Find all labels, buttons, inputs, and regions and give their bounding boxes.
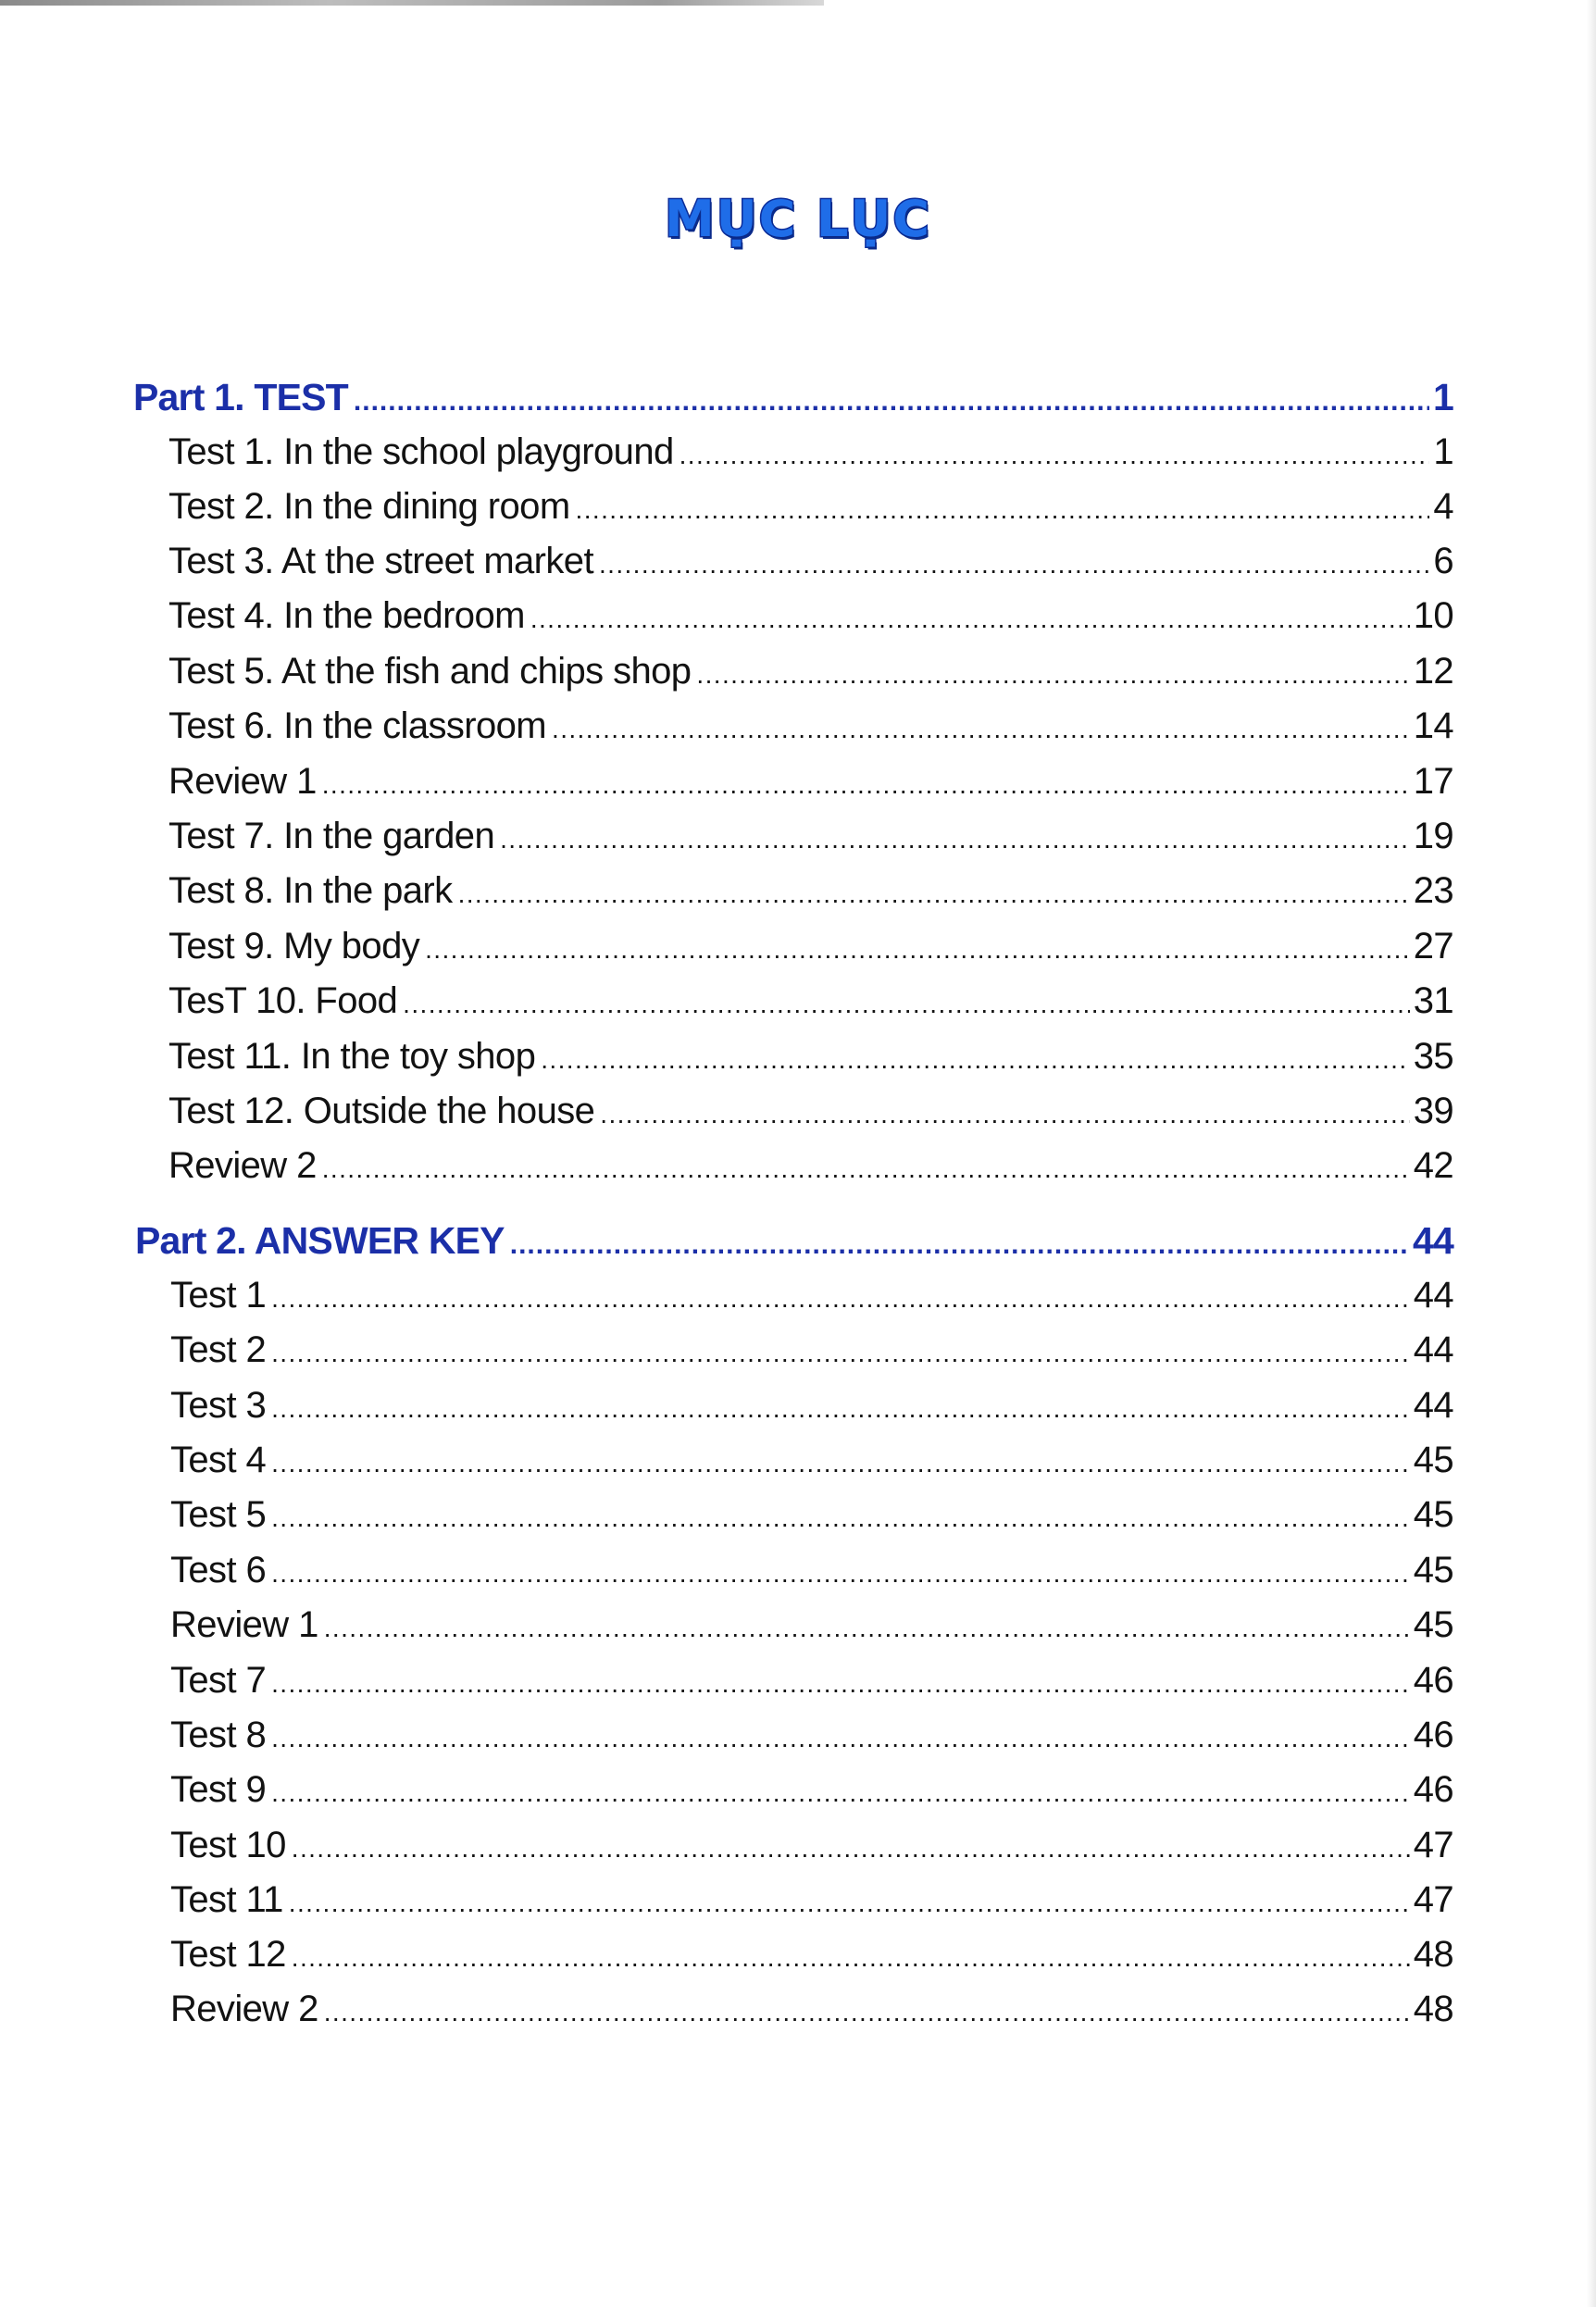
toc-entry-label: Test 3. At the street market [168, 541, 593, 581]
dot-leader [271, 1548, 1410, 1600]
toc-entry-label: Test 8 [170, 1715, 267, 1755]
toc-page-number: 45 [1413, 1494, 1453, 1535]
dot-leader [510, 1219, 1409, 1271]
toc-entry-label: Test 3 [170, 1385, 267, 1426]
toc-page-number: 47 [1413, 1879, 1453, 1920]
toc-entry-label: Review 1 [170, 1604, 318, 1645]
toc-entry[interactable] [170, 1709, 1453, 1761]
toc-entry-label: Test 1. In the school playground [168, 431, 674, 472]
toc-entry-label: Test 10 [170, 1825, 286, 1865]
toc-page-number: 44 [1413, 1329, 1453, 1370]
toc-entry[interactable] [168, 1030, 1453, 1082]
dot-leader [530, 593, 1410, 645]
toc-entry[interactable] [168, 975, 1453, 1027]
dot-leader [600, 1089, 1409, 1141]
toc-entry[interactable] [170, 1544, 1453, 1596]
toc-page-number: 46 [1413, 1715, 1453, 1755]
toc-entry[interactable] [168, 480, 1453, 532]
toc-part-label: Part 1. TEST [133, 376, 348, 418]
toc-page-number: 48 [1413, 1934, 1453, 1975]
toc-entry[interactable] [170, 1764, 1453, 1815]
toc-page-number: 45 [1413, 1550, 1453, 1590]
toc-entry-label: Test 8. In the park [168, 870, 453, 911]
toc-entry[interactable] [170, 1874, 1453, 1926]
toc-entry[interactable] [168, 590, 1453, 642]
toc-page-number: 12 [1413, 651, 1453, 692]
toc-entry-label: Test 11 [170, 1879, 283, 1920]
toc-entry[interactable] [170, 1324, 1453, 1376]
dot-leader [322, 1143, 1410, 1195]
toc-page-number: 35 [1413, 1036, 1453, 1077]
toc-entry-label: Test 4 [170, 1440, 267, 1480]
toc-entry-label: Test 4. In the bedroom [168, 595, 525, 636]
toc-entry-label: Test 9. My body [168, 926, 420, 966]
toc-entry-label: Test 11. In the toy shop [168, 1036, 536, 1077]
toc-entry[interactable] [168, 810, 1453, 862]
dot-leader [425, 924, 1410, 976]
dot-leader [552, 704, 1410, 755]
toc-page-number: 17 [1413, 761, 1453, 802]
toc-entry[interactable] [168, 700, 1453, 752]
dot-leader [292, 1823, 1410, 1875]
dot-leader [271, 1273, 1410, 1325]
toc-entry[interactable] [170, 1269, 1453, 1321]
toc-page-number: 39 [1413, 1091, 1453, 1131]
toc-entry-label: Test 6 [170, 1550, 267, 1590]
toc-entry-label: Test 12 [170, 1934, 286, 1975]
toc-page-number: 27 [1413, 926, 1453, 966]
toc-page-number: 48 [1413, 1989, 1453, 2029]
dot-leader [271, 1492, 1410, 1544]
toc-entry-label: Review 2 [168, 1145, 317, 1186]
toc-page-number: 4 [1433, 486, 1453, 527]
toc-part-heading[interactable] [135, 1215, 1453, 1266]
toc-entry[interactable] [168, 865, 1453, 917]
toc-entry-label: Test 2 [170, 1329, 267, 1370]
toc-entry-label: Test 5. At the fish and chips shop [168, 651, 692, 692]
toc-page-number: 46 [1413, 1769, 1453, 1810]
dot-leader [541, 1034, 1409, 1086]
toc-entry[interactable] [170, 1819, 1453, 1871]
toc-entry[interactable] [170, 1654, 1453, 1706]
toc-entry-label: TesT 10. Food [168, 980, 398, 1021]
toc-entry-label: Test 1 [170, 1275, 267, 1316]
toc-page-number: 10 [1413, 595, 1453, 636]
dot-leader [271, 1438, 1410, 1490]
toc-entry[interactable] [168, 645, 1453, 697]
toc-entry[interactable] [170, 1599, 1453, 1651]
dot-leader [322, 759, 1410, 811]
dot-leader [324, 1602, 1410, 1654]
toc-entry-label: Test 6. In the classroom [168, 705, 547, 746]
toc-page-number: 46 [1413, 1660, 1453, 1701]
toc-page-number: 23 [1413, 870, 1453, 911]
toc-entry-label: Test 7 [170, 1660, 267, 1701]
toc-part-heading[interactable] [133, 371, 1453, 423]
toc-page-number: 42 [1413, 1145, 1453, 1186]
dot-leader [271, 1767, 1410, 1819]
toc-entry-label: Test 2. In the dining room [168, 486, 570, 527]
dot-leader [289, 1877, 1410, 1929]
toc-entry-label: Review 2 [170, 1989, 318, 2029]
toc-entry[interactable] [168, 426, 1453, 478]
toc-entry[interactable] [168, 1085, 1453, 1137]
dot-leader [458, 868, 1410, 920]
toc-page-number: 19 [1413, 816, 1453, 856]
toc-part-label: Part 2. ANSWER KEY [135, 1219, 505, 1262]
dot-leader [599, 539, 1429, 591]
toc-page-number: 45 [1413, 1604, 1453, 1645]
dot-leader [576, 484, 1430, 536]
toc-entry[interactable] [168, 920, 1453, 972]
dot-leader [271, 1328, 1410, 1379]
toc-entry-label: Test 5 [170, 1494, 267, 1535]
dot-leader [403, 979, 1410, 1030]
toc-page-number: 31 [1413, 980, 1453, 1021]
dot-leader [354, 376, 1429, 428]
toc-entry-label: Test 7. In the garden [168, 816, 495, 856]
toc-entry[interactable] [168, 1140, 1453, 1191]
toc-page-number: 44 [1413, 1385, 1453, 1426]
toc-page-number: 1 [1432, 376, 1453, 418]
dot-leader [696, 649, 1409, 701]
toc-entry[interactable] [170, 1983, 1453, 2035]
toc-entry[interactable] [170, 1489, 1453, 1540]
dot-leader [324, 1987, 1410, 2039]
dot-leader [500, 814, 1410, 866]
toc-page-number: 47 [1413, 1825, 1453, 1865]
toc-entry[interactable] [170, 1928, 1453, 1980]
dot-leader [292, 1932, 1410, 1984]
toc-entry[interactable] [168, 755, 1453, 807]
toc-entry-label: Test 12. Outside the house [168, 1091, 595, 1131]
dot-leader [271, 1383, 1410, 1435]
toc-page-number: 6 [1433, 541, 1453, 581]
toc-page-number: 45 [1413, 1440, 1453, 1480]
dot-leader [680, 430, 1430, 481]
dot-leader [271, 1658, 1410, 1710]
toc-page-number: 1 [1433, 431, 1453, 472]
toc-page-number: 44 [1412, 1219, 1453, 1262]
toc-entry[interactable] [170, 1434, 1453, 1486]
toc-entry-label: Test 9 [170, 1769, 267, 1810]
toc-page-number: 14 [1413, 705, 1453, 746]
toc-page-number: 44 [1413, 1275, 1453, 1316]
toc-entry[interactable] [170, 1379, 1453, 1431]
toc-entry-label: Review 1 [168, 761, 317, 802]
page-title: MỤC LỤC [665, 190, 931, 248]
toc-entry[interactable] [168, 535, 1453, 587]
dot-leader [271, 1713, 1410, 1765]
